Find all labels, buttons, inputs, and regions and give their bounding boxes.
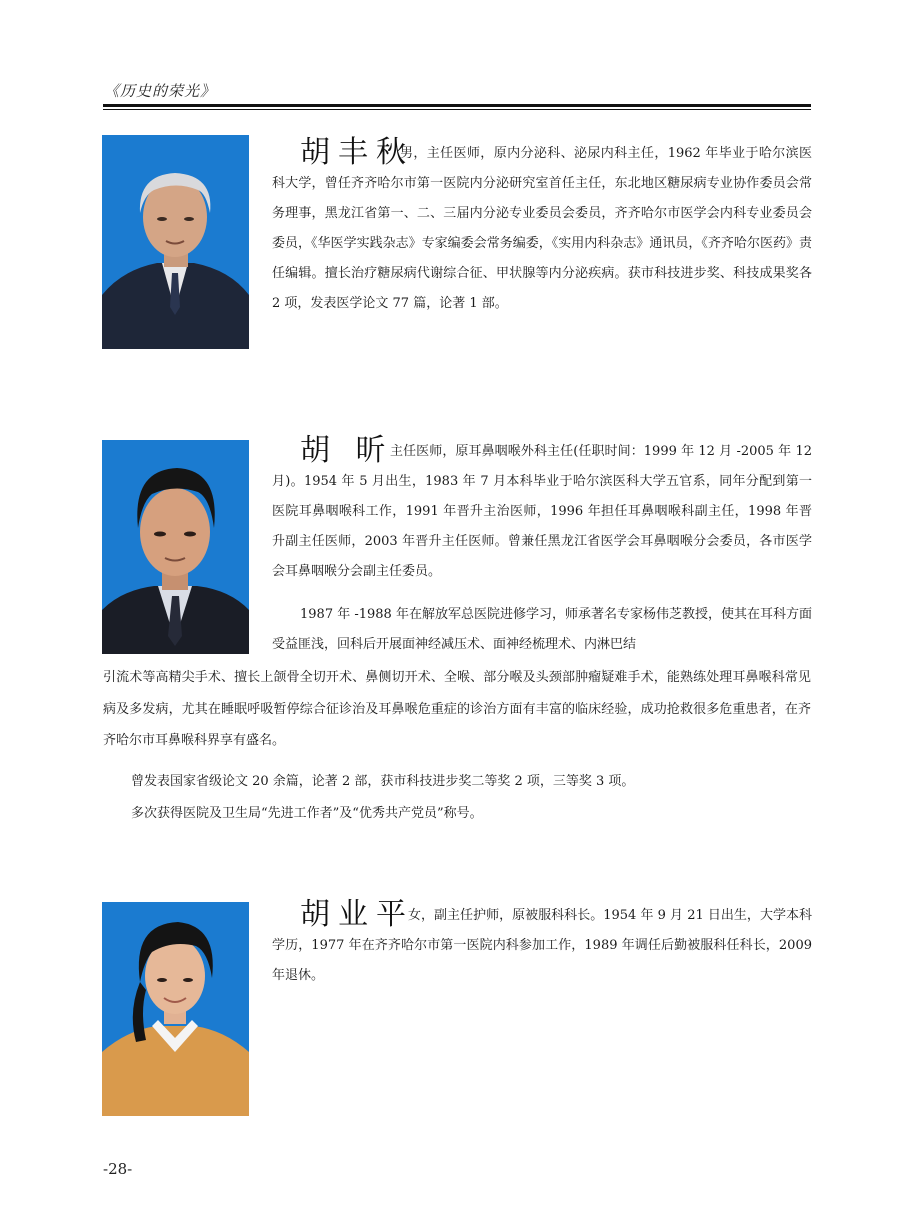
bio-paragraph-2e: 多次获得医院及卫生局“先进工作者”及“优秀共产党员”称号。 — [131, 806, 483, 821]
header-rule — [103, 104, 811, 107]
bio-paragraph-3: 女，副主任护师，原被服科科长。1954 年 9 月 21 日出生，大学本科学历，1977 年在齐齐哈尔市第一医院内科参加工作，1989 年调任后勤被服科任科长，2009 年退休。 — [272, 908, 812, 983]
page-number: -28- — [103, 1160, 133, 1178]
person-name-1: 胡丰秋 — [300, 135, 414, 170]
portrait-photo-2 — [102, 440, 249, 654]
bio-paragraph-2a: 主任医师，原耳鼻咽喉外科主任(任职时间：1999 年 12 月 -2005 年 12 月)。1954 年 5 月出生，1983 年 7 月本科毕业于哈尔滨医科大学五官系，同年分配到第一医院耳鼻咽喉科工作，1991 年晋升主治医师，1996 年担任耳鼻咽喉科副主任，1998 年晋升副主任医师，2003 年晋升主任医师。曾兼任黑龙江省医学会耳鼻咽喉分会委员，各市医学会耳鼻咽喉分会副主任委员。 — [272, 444, 812, 579]
bio-paragraph-2b: 1987 年 -1988 年在解放军总医院进修学习，师承著名专家杨伟芝教授，使其在耳科方面受益匪浅，回科后开展面神经减压术、面神经梳理术、内淋巴结 — [272, 607, 812, 652]
bio-paragraph-2c: 引流术等高精尖手术、擅长上颌骨全切开术、鼻侧切开术、全喉、部分喉及头颈部肿瘤疑难手术，能熟练处理耳鼻喉科常见病及多发病，尤其在睡眠呼吸暂停综合征诊治及耳鼻喉危重症的诊治方面有丰富的临床经验，成功抢救很多危重患者，在齐齐哈尔市耳鼻喉科界享有盛名。 — [103, 670, 811, 748]
bio-paragraph-2d: 曾发表国家省级论文 20 余篇，论著 2 部，获市科技进步奖二等奖 2 项，三等奖 3 项。 — [131, 774, 635, 789]
person-name-2: 胡 昕 — [300, 433, 394, 468]
person-name-3: 胡业平 — [300, 897, 414, 932]
bio-paragraph-1: 男，主任医师，原内分泌科、泌尿内科主任，1962 年毕业于哈尔滨医科大学，曾任齐齐哈尔市第一医院内分泌研究室首任主任，东北地区糖尿病专业协作委员会常务理事，黑龙江省第一、二、三届内分泌专业委员会委员，齐齐哈尔市医学会内科专业委员会委员，《华医学实践杂志》专家编委会常务编委，《实用内科杂志》通讯员，《齐齐哈尔医药》责任编辑。擅长治疗糖尿病代谢综合征、甲状腺等内分泌疾病。获市科技进步奖、科技成果奖各 2 项，发表医学论文 77 篇，论著 1 部。 — [272, 146, 812, 311]
portrait-photo-1 — [102, 135, 249, 349]
portrait-photo-3 — [102, 902, 249, 1116]
running-header-title: 《历史的荣光》 — [104, 82, 217, 100]
